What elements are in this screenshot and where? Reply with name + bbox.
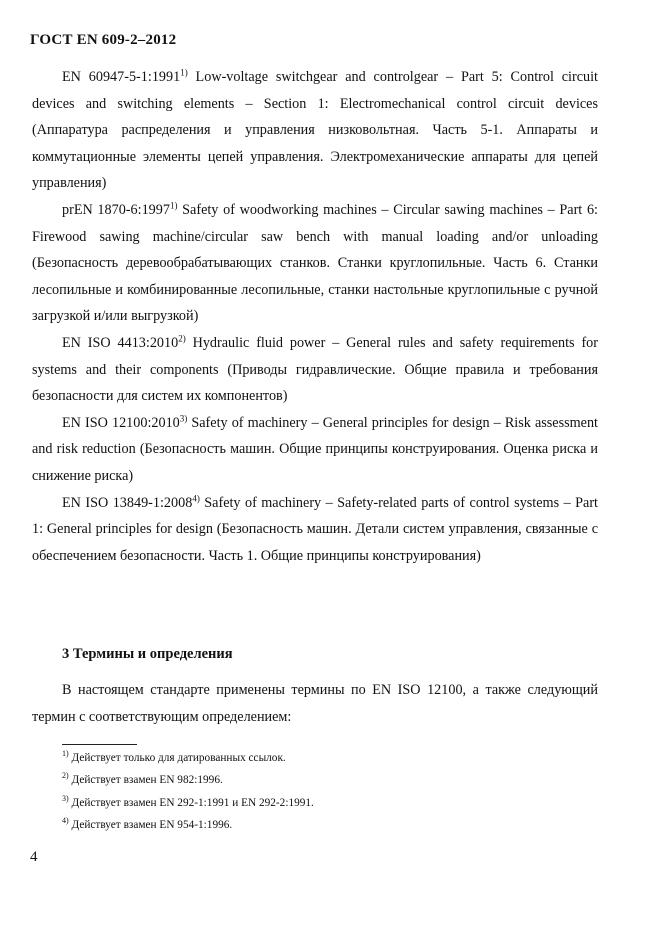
reference-text: Hydraulic fluid power – General rules and safety requirements for systems and their components (Приводы гидравлические. Общие правила и требования безопасности для систем их компонентов)	[32, 334, 598, 405]
reference-code: EN ISO 13849-1:2008	[62, 494, 193, 511]
section-intro	[32, 677, 598, 730]
footnote-text: Действует взамен EN 982:1996.	[68, 774, 223, 787]
footnote-mark: 1)	[169, 200, 178, 211]
reference-item	[32, 490, 598, 570]
footnote-divider	[62, 744, 137, 745]
reference-text: Safety of machinery – Safety-related parts of control systems – Part 1: General principles for design (Безопасность машин. Детали систем управления, связанные с обеспечением безопасности. Часть 1. Общие принципы конструирования)	[32, 494, 598, 564]
footnote-item	[62, 747, 582, 769]
document-header: ГОСТ EN 609-2–2012	[30, 32, 177, 48]
page-number: 4	[30, 849, 38, 865]
footnote-text: Действует взамен EN 292-1:1991 и EN 292-2:1991.	[68, 796, 314, 809]
footnote-text: Действует взамен EN 954-1:1996.	[68, 818, 233, 831]
reference-item	[32, 197, 598, 330]
footnote-item	[62, 769, 582, 791]
footnotes-list	[62, 747, 582, 836]
footnote-mark: 3)	[179, 412, 188, 423]
footnote-text: Действует только для датированных ссылок.	[68, 752, 286, 764]
reference-code: EN ISO 4413:2010	[62, 334, 179, 351]
reference-code: EN 60947-5-1:1991	[62, 69, 181, 85]
footnote-mark: 4)	[192, 492, 200, 503]
footnote-item	[62, 814, 582, 836]
footnote-item	[62, 792, 582, 814]
normative-references-list	[32, 64, 598, 569]
footnote-mark: 2)	[62, 771, 69, 781]
section-intro-text: В настоящем стандарте применены термины по EN ISO 12100, а также следующий термин с соответствующим определением:	[32, 682, 598, 725]
reference-text: Low-voltage switchgear and controlgear – Part 5: Control circuit devices and switching elements – Section 1: Electromechanical control circuit devices (Аппаратура распределения и управления низковольтная. Часть 5-1. Аппараты и коммутационные элементы цепей управления. Электромеханические аппараты для цепей управления)	[32, 69, 598, 192]
footnote-mark: 4)	[62, 816, 69, 826]
reference-code: EN ISO 12100:2010	[62, 414, 180, 431]
reference-code: prEN 1870-6:1997	[62, 201, 170, 218]
footnote-mark: 1)	[62, 749, 69, 759]
reference-item	[32, 330, 598, 410]
footnote-mark: 2)	[178, 333, 186, 344]
reference-item	[32, 64, 598, 197]
footnote-mark: 1)	[180, 67, 188, 78]
footnote-mark: 3)	[62, 793, 69, 803]
section-title: 3 Термины и определения	[62, 646, 233, 662]
reference-item	[32, 410, 598, 490]
reference-text: Safety of machinery – General principles for design – Risk assessment and risk reduction (Безопасность машин. Общие принципы конструирования. Оценка риска и снижение риска)	[32, 414, 598, 484]
reference-text: Safety of woodworking machines – Circular sawing machines – Part 6: Firewood sawing machine/circular saw bench with manual loading and/or unloading (Безопасность деревообрабатывающих станков. Станки круглопильные. Часть 6. Станки лесопильные и комбинированные лесопильные, станки настольные круглопильные с ручной загрузкой и/или выгрузкой)	[32, 201, 598, 325]
